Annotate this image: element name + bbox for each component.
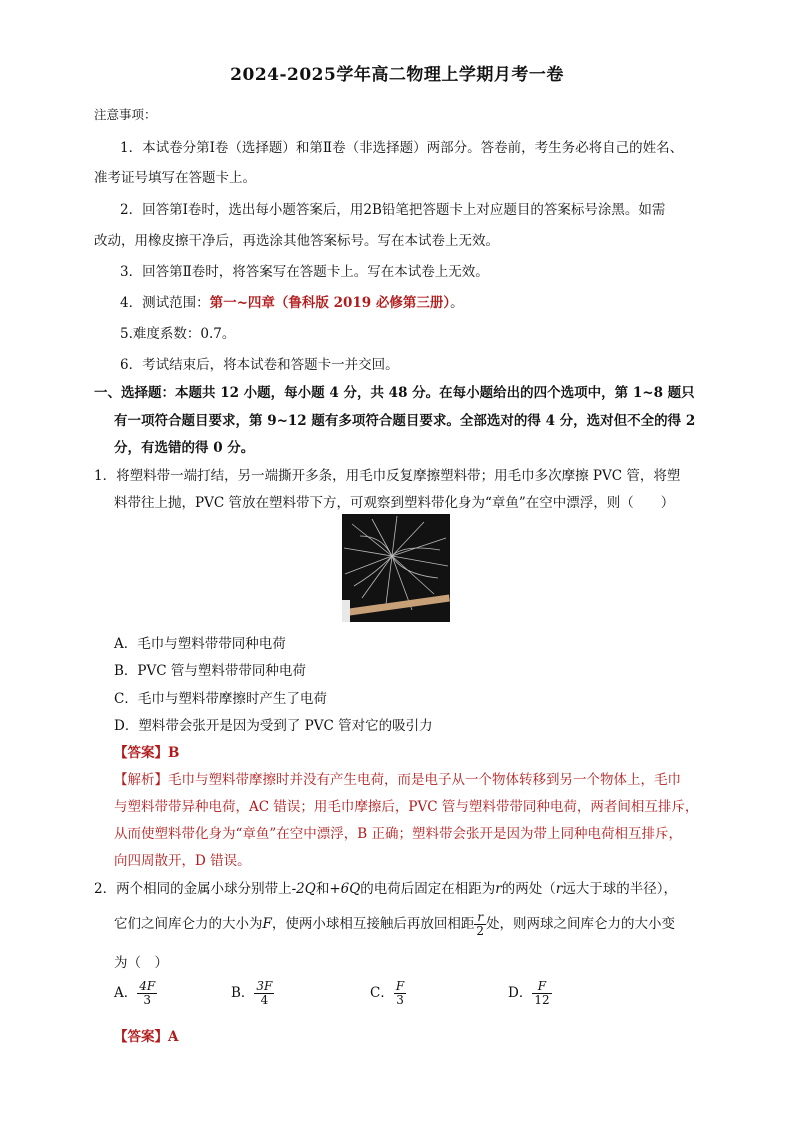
q2-option-c-num: F	[395, 979, 405, 993]
q2-option-a-num: 4F	[139, 979, 156, 993]
q2-option-d-den: 12	[534, 993, 550, 1007]
q1-option-a: A．毛巾与塑料带带同种电荷	[114, 636, 286, 652]
q1-analysis-line-1: 【解析】毛巾与塑料带摩擦时并没有产生电荷，而是电子从一个物体转移到另一个物体上，毛巾	[114, 772, 681, 788]
section-1-line-1: 一、选择题：本题共 12 小题，每小题 4 分，共 48 分。在每小题给出的四个选项中，第 1~8 题只	[94, 385, 695, 401]
note-1-line-1: 1．本试卷分第Ⅰ卷（选择题）和第Ⅱ卷（非选择题）两部分。答卷前，考生务必将自己的姓名、	[120, 140, 684, 156]
q2-option-d-num: F	[532, 980, 551, 994]
note-3: 3．回答第Ⅱ卷时，将答案写在答题卡上。写在本试卷上无效。	[120, 264, 489, 280]
q2-option-c	[370, 980, 406, 1007]
q1-option-c: C．毛巾与塑料带摩擦时产生了电荷	[114, 691, 327, 707]
q2-option-b-label: B．	[231, 985, 255, 1001]
q2-option-c-fraction	[394, 980, 406, 1007]
q2-option-b-fraction	[254, 980, 274, 1007]
distance-r-2: r	[555, 881, 563, 897]
distance-r: r	[495, 881, 502, 897]
exam-title: 2024-2025学年高二物理上学期月考一卷	[230, 65, 564, 85]
q1-stem-line-1: 1．将塑料带一端打结，另一端撕开多条，用毛巾反复摩擦塑料带；用毛巾多次摩擦 PVC 管，将塑	[94, 468, 681, 484]
q2-answer: 【答案】A	[114, 1029, 179, 1045]
q2-option-b-num: 3F	[256, 979, 273, 993]
note-1-line-2: 准考证号填写在答题卡上。	[94, 170, 256, 186]
note-2-line-2: 改动，用橡皮擦干净后，再选涂其他答案标号。写在本试卷上无效。	[94, 233, 499, 249]
charge-1: -2Q	[291, 881, 316, 897]
note-4	[120, 291, 464, 311]
q2-option-d	[508, 980, 552, 1007]
notes-heading: 注意事项：	[94, 107, 157, 122]
q1-option-d: D．塑料带会张开是因为受到了 PVC 管对它的吸引力	[114, 718, 433, 734]
q2-option-c-label: C．	[370, 985, 394, 1001]
q1-option-b: B．PVC 管与塑料带带同种电荷	[114, 663, 306, 679]
q2-stem-line-3: 为（ ）	[114, 955, 168, 971]
q2-text-2a: 它们之间库仑力的大小为	[114, 916, 263, 932]
note-6: 6．考试结束后，将本试卷和答题卡一并交回。	[120, 357, 399, 373]
q2-option-a-fraction	[137, 980, 157, 1007]
section-1-line-2: 有一项符合题目要求，第 9~12 题有多项符合题目要求。全部选对的得 4 分，选对但不全的得 2	[114, 413, 696, 429]
note-2-line-1: 2．回答第Ⅰ卷时，选出每小题答案后，用2B铅笔把答题卡上对应题目的答案标号涂黑。如需	[120, 202, 666, 218]
q1-analysis-line-2: 与塑料带带异种电荷，AC 错误；用毛巾摩擦后，PVC 管与塑料带带同种电荷，两者间相互排斥，	[114, 799, 699, 815]
test-range: 第一~四章（鲁科版 2019 必修第三册）	[209, 295, 451, 311]
q1-answer: 【答案】B	[114, 745, 180, 761]
q2-text-1c: 的电荷后固定在相距为	[360, 881, 496, 897]
q2-option-a-label: A．	[114, 985, 138, 1001]
q2-option-c-den: 3	[396, 993, 404, 1007]
q2-text-1b: 和	[315, 881, 330, 897]
q2-stem-line-1	[94, 877, 677, 897]
section-1-line-3: 分，有选错的得 0 分。	[114, 440, 255, 456]
q2-option-d-label: D．	[508, 985, 533, 1001]
q2-text-1d: 的两处（	[501, 881, 556, 897]
q2-text-2c: 处，则两球之间库仑力的大小变	[486, 916, 676, 932]
note-4-suffix: 。	[450, 295, 464, 311]
note-4-prefix: 4．测试范围：	[120, 295, 210, 311]
force-F: F	[262, 916, 272, 932]
fraction-numerator: r	[474, 911, 486, 925]
q2-text-1a: 2．两个相同的金属小球分别带上	[94, 881, 292, 897]
q2-option-a-den: 3	[143, 993, 152, 1007]
half-r-fraction	[474, 911, 486, 938]
q2-option-a	[114, 980, 157, 1007]
charge-2: +6Q	[329, 881, 361, 897]
q2-option-b-den: 4	[260, 993, 269, 1007]
q2-text-1e: 远大于球的半径），	[562, 881, 677, 897]
q1-analysis-line-4: 向四周散开，D 错误。	[114, 853, 251, 869]
static-electricity-image	[342, 514, 450, 622]
fraction-denominator: 2	[476, 924, 485, 938]
q2-option-b	[231, 980, 274, 1007]
q2-option-d-fraction	[532, 980, 551, 1007]
q1-analysis-line-3: 从而使塑料带化身为“章鱼”在空中漂浮，B 正确；塑料带会张开是因为带上同种电荷相互排斥，	[114, 826, 683, 842]
note-5: 5.难度系数：0.7。	[120, 326, 236, 342]
q2-text-2b: ，使两小球相互接触后再放回相距	[271, 916, 475, 932]
q2-stem-line-2	[114, 911, 675, 938]
octopus-photo	[342, 514, 450, 622]
q1-stem-line-2: 料带往上抛，PVC 管放在塑料带下方，可观察到塑料带化身为“章鱼”在空中漂浮，则（ ）	[114, 495, 675, 511]
